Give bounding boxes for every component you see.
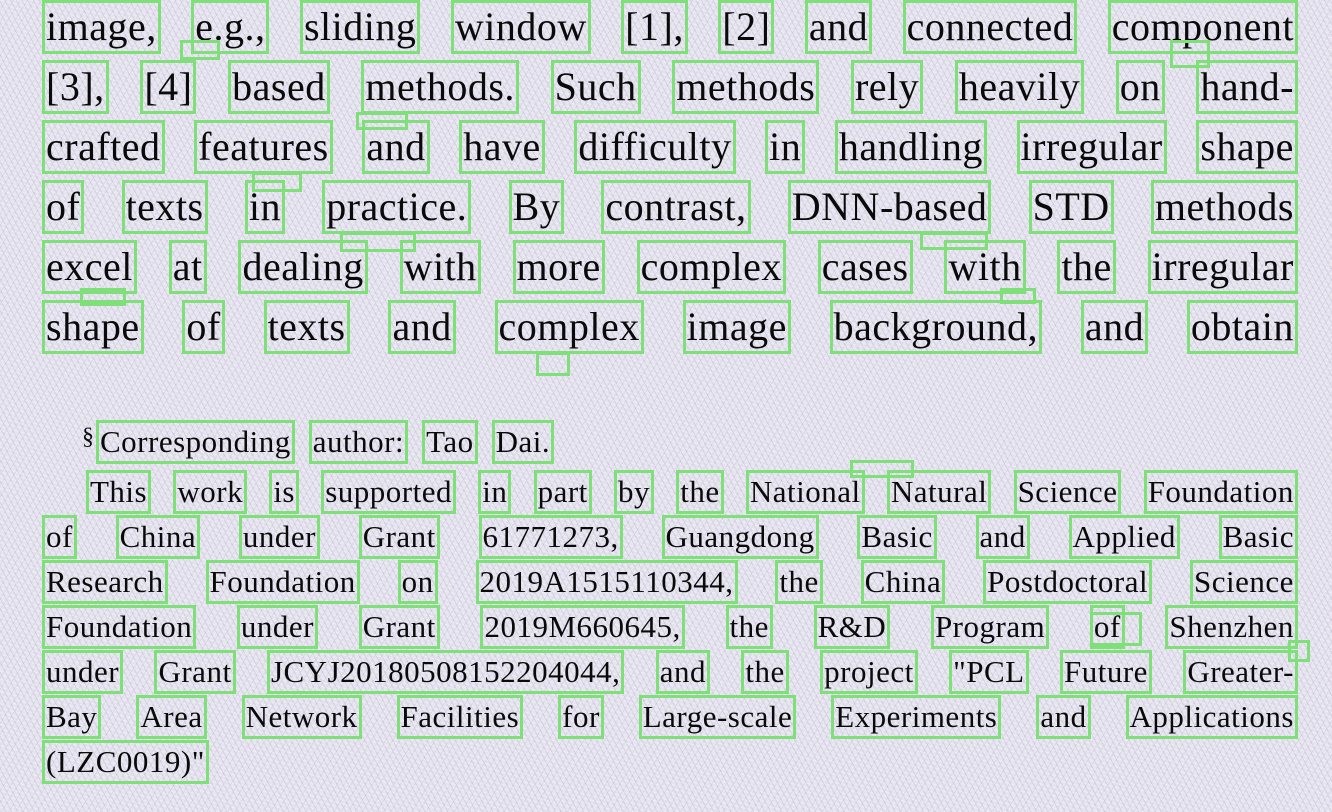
text-word: excel xyxy=(44,242,135,292)
text-word: under xyxy=(239,607,316,647)
text-word: (LZC0019)" xyxy=(44,742,207,782)
text-word: Basic xyxy=(859,517,934,557)
paragraph-line xyxy=(44,62,1296,112)
text-word: R&D xyxy=(816,607,889,647)
text-word: 61771273, xyxy=(481,517,621,557)
text-word: Corresponding xyxy=(98,422,293,462)
text-word: methods xyxy=(674,62,817,112)
acknowledgement-line xyxy=(44,652,1296,692)
text-word: for xyxy=(560,697,602,737)
text-word: by xyxy=(616,472,652,512)
text-word: 2019M660645, xyxy=(482,607,682,647)
text-word: the xyxy=(743,652,786,692)
acknowledgement-line xyxy=(44,742,1296,782)
text-word: [4] xyxy=(142,62,194,112)
text-word: image, xyxy=(44,2,159,52)
text-word: on xyxy=(1118,62,1163,112)
text-word: author: xyxy=(311,422,406,462)
text-word: This xyxy=(88,472,149,512)
text-word: component xyxy=(1110,2,1296,52)
text-word: of xyxy=(1092,607,1123,647)
text-word: Area xyxy=(138,697,204,737)
text-word: Foundation xyxy=(208,562,358,602)
text-word: Facilities xyxy=(399,697,522,737)
text-word: and xyxy=(364,122,427,172)
paragraph-line xyxy=(44,182,1296,232)
text-word: methods xyxy=(1153,182,1296,232)
text-word: shape xyxy=(1198,122,1296,172)
text-word: China xyxy=(118,517,199,557)
footnote-mark: § xyxy=(82,424,94,450)
text-word: shape xyxy=(44,302,142,352)
text-word: Future xyxy=(1062,652,1150,692)
text-word: supported xyxy=(323,472,454,512)
text-word: of xyxy=(184,302,222,352)
text-word: at xyxy=(171,242,205,292)
text-word: Basic xyxy=(1221,517,1296,557)
paragraph-line xyxy=(44,302,1296,352)
paragraph-line xyxy=(44,122,1296,172)
paragraph-line xyxy=(44,2,1296,52)
text-word: Natural xyxy=(889,472,989,512)
text-word: Foundation xyxy=(44,607,194,647)
text-word: STD xyxy=(1031,182,1112,232)
acknowledgement-line xyxy=(44,562,1296,602)
text-word: and xyxy=(390,302,453,352)
text-word: of xyxy=(44,182,82,232)
text-word: [2] xyxy=(720,2,772,52)
text-word: Such xyxy=(553,62,639,112)
text-word: in xyxy=(247,182,283,232)
text-word: texts xyxy=(266,302,348,352)
text-word: connected xyxy=(905,2,1076,52)
text-word: practice. xyxy=(324,182,469,232)
text-word: features xyxy=(196,122,331,172)
text-word: under xyxy=(44,652,121,692)
text-word: contrast, xyxy=(603,182,748,232)
text-word: and xyxy=(1083,302,1146,352)
text-word: background, xyxy=(832,302,1040,352)
text-word: By xyxy=(511,182,563,232)
text-word: Shenzhen xyxy=(1167,607,1296,647)
text-word: have xyxy=(461,122,543,172)
text-word: is xyxy=(271,472,297,512)
text-word: sliding xyxy=(302,2,418,52)
text-word: work xyxy=(175,472,245,512)
text-word: heavily xyxy=(957,62,1082,112)
text-word: the xyxy=(1059,242,1113,292)
text-word: part xyxy=(536,472,590,512)
text-word: complex xyxy=(639,242,784,292)
text-word: Science xyxy=(1016,472,1120,512)
text-word: with xyxy=(402,242,479,292)
text-word: on xyxy=(400,562,436,602)
text-word: project xyxy=(822,652,916,692)
text-word: Experiments xyxy=(833,697,999,737)
text-word: irregular xyxy=(1150,242,1296,292)
text-word: and xyxy=(658,652,708,692)
text-word: in xyxy=(767,122,803,172)
text-word: and xyxy=(978,517,1028,557)
text-word: image xyxy=(685,302,789,352)
paragraph-line xyxy=(44,242,1296,292)
text-word: [3], xyxy=(44,62,107,112)
detection-box xyxy=(536,352,570,376)
text-word: rely xyxy=(853,62,921,112)
text-word: cases xyxy=(820,242,911,292)
text-word: in xyxy=(480,472,509,512)
text-word: Tao xyxy=(424,422,476,462)
acknowledgement-line xyxy=(44,517,1296,557)
text-word: 2019A1515110344, xyxy=(478,562,736,602)
text-word: dealing xyxy=(240,242,365,292)
text-word: Bay xyxy=(44,697,99,737)
text-word: the xyxy=(728,607,771,647)
text-word: Network xyxy=(244,697,360,737)
text-word: texts xyxy=(124,182,206,232)
text-word: e.g., xyxy=(193,2,267,52)
text-word: crafted xyxy=(44,122,163,172)
text-word: and xyxy=(807,2,870,52)
text-word: Applied xyxy=(1071,517,1178,557)
text-word: obtain xyxy=(1189,302,1296,352)
text-word: handling xyxy=(837,122,985,172)
text-word: Foundation xyxy=(1146,472,1296,512)
text-word: Research xyxy=(44,562,166,602)
text-word: more xyxy=(515,242,603,292)
text-word: Grant xyxy=(361,517,438,557)
text-word: based xyxy=(230,62,328,112)
text-word: and xyxy=(1038,697,1088,737)
text-word: hand- xyxy=(1198,62,1296,112)
text-word: [1], xyxy=(623,2,686,52)
text-word: Guangdong xyxy=(664,517,817,557)
text-word: the xyxy=(777,562,820,602)
text-word: with xyxy=(946,242,1023,292)
text-word: Grant xyxy=(361,607,438,647)
text-word: complex xyxy=(497,302,642,352)
text-word: Greater- xyxy=(1185,652,1296,692)
text-word: Program xyxy=(933,607,1047,647)
text-word: difficulty xyxy=(576,122,733,172)
text-word: Dai. xyxy=(494,422,553,462)
text-word: the xyxy=(678,472,721,512)
text-word: "PCL xyxy=(951,652,1027,692)
acknowledgement-line xyxy=(44,607,1296,647)
text-word: National xyxy=(748,472,863,512)
footnote xyxy=(82,422,552,462)
acknowledgement-line xyxy=(44,697,1296,737)
text-word: China xyxy=(863,562,944,602)
text-word: DNN-based xyxy=(790,182,990,232)
text-word: of xyxy=(44,517,75,557)
text-word: Applications xyxy=(1128,697,1296,737)
text-word: methods. xyxy=(363,62,517,112)
text-word: under xyxy=(241,517,318,557)
text-word: JCYJ20180508152204044, xyxy=(269,652,622,692)
text-word: irregular xyxy=(1019,122,1165,172)
text-word: window xyxy=(453,2,589,52)
text-word: Postdoctoral xyxy=(985,562,1150,602)
text-word: Large-scale xyxy=(641,697,795,737)
text-word: Science xyxy=(1192,562,1296,602)
text-word: Grant xyxy=(156,652,233,692)
acknowledgement-line xyxy=(88,472,1296,512)
